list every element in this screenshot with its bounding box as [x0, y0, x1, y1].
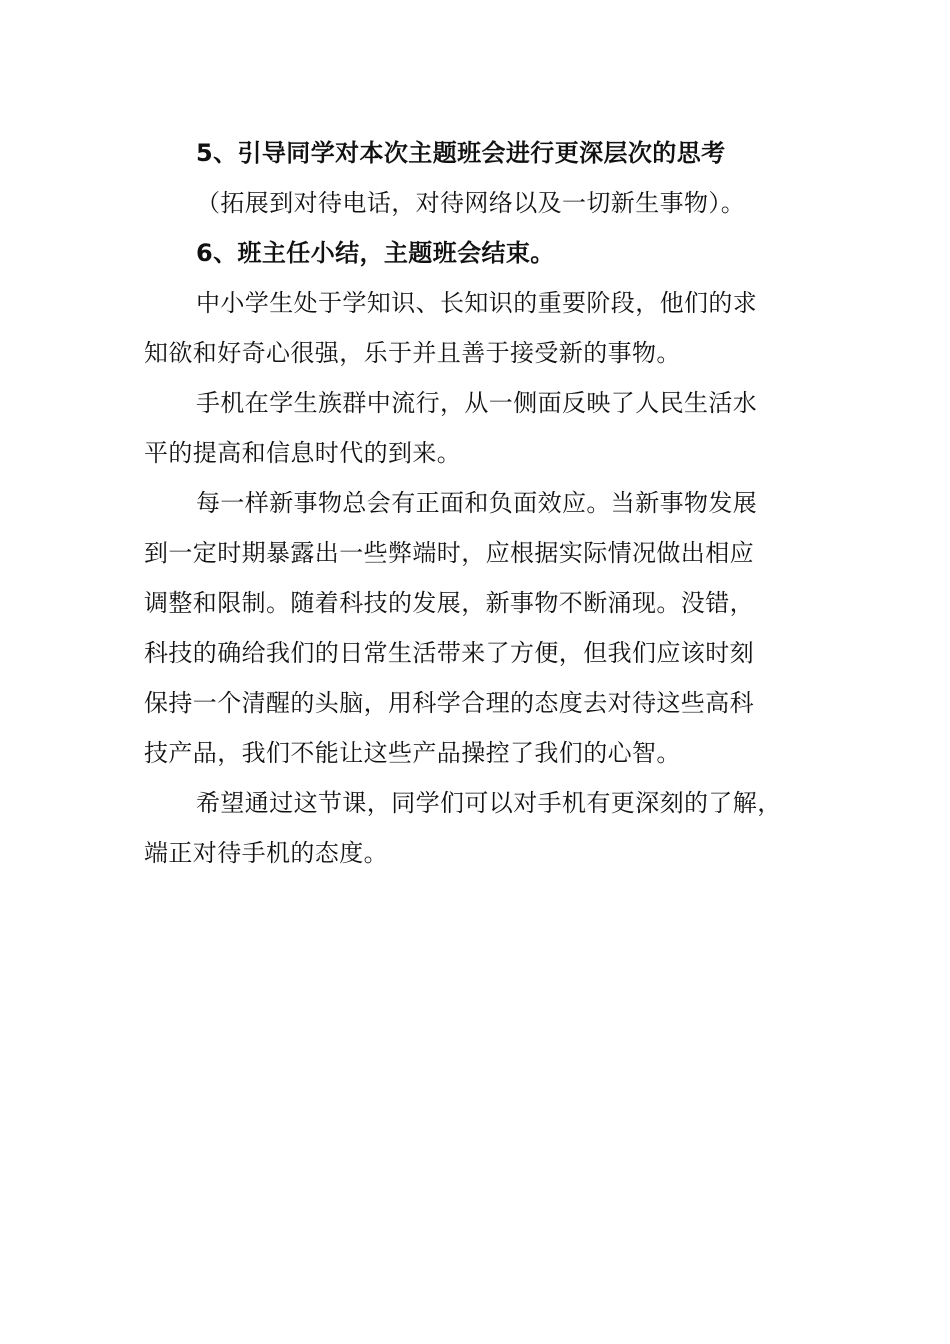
paragraph-4	[144, 778, 834, 878]
paragraph-line: 技产品，我们不能让这些产品操控了我们的心智。	[144, 739, 681, 767]
document-body	[144, 128, 834, 878]
paragraph-line: 每一样新事物总会有正面和负面效应。当新事物发展	[196, 489, 758, 517]
paragraph-line: 平的提高和信息时代的到来。	[144, 439, 462, 467]
section-heading-5: 5、引导同学对本次主题班会进行更深层次的思考	[196, 139, 726, 167]
paragraph-line: 知欲和好奇心很强，乐于并且善于接受新的事物。	[144, 339, 681, 367]
paragraph-2	[144, 378, 834, 478]
paragraph-line: 中小学生处于学知识、长知识的重要阶段，他们的求	[196, 289, 758, 317]
paragraph-1	[144, 278, 834, 378]
paragraph-line: 到一定时期暴露出一些弊端时，应根据实际情况做出相应	[144, 539, 754, 567]
paragraph-line: 手机在学生族群中流行，从一侧面反映了人民生活水	[196, 389, 758, 417]
paragraph-line: 端正对待手机的态度。	[144, 839, 388, 867]
paragraph-line: 科技的确给我们的日常生活带来了方便，但我们应该时刻	[144, 639, 754, 667]
paragraph-line: 保持一个清醒的头脑，用科学合理的态度去对待这些高科	[144, 689, 754, 717]
section-heading-5-continuation: （拓展到对待电话，对待网络以及一切新生事物）。	[196, 189, 746, 217]
paragraph-line: 调整和限制。随着科技的发展，新事物不断涌现。没错，	[144, 589, 754, 617]
paragraph-line: 希望通过这节课，同学们可以对手机有更深刻的了解，	[196, 789, 782, 817]
section-heading-6: 6、班主任小结，主题班会结束。	[196, 239, 555, 267]
paragraph-3	[144, 478, 834, 778]
